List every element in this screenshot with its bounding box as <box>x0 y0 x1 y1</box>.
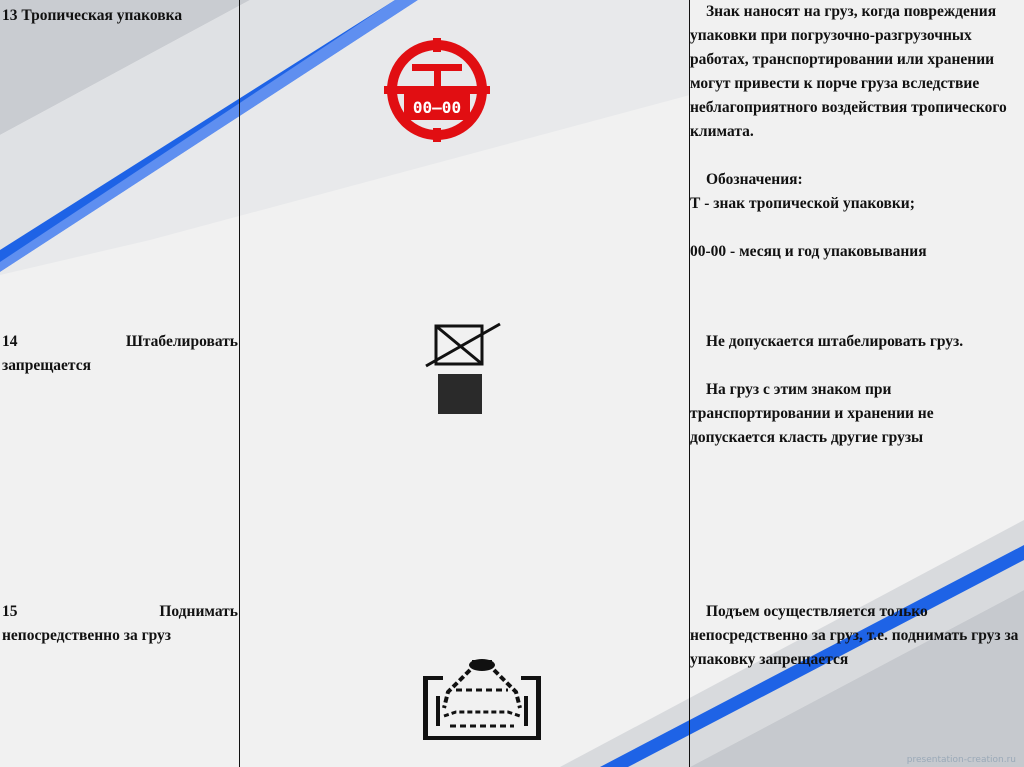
row-15-title-line1: Поднимать <box>159 603 238 620</box>
row-13-title: Тропическая упаковка <box>21 7 183 24</box>
tropical-packaging-sign-icon <box>384 36 490 144</box>
row-13-name <box>2 4 238 28</box>
row-13-description <box>690 0 1020 264</box>
no-stacking-sign-icon <box>424 322 504 416</box>
row-15-number: 15 <box>2 603 18 620</box>
tropical-sign-date-text: 00–00 <box>412 98 462 117</box>
row-13-desc-legend-t: Т - знак тропической упаковки; <box>690 195 915 212</box>
row-14-name <box>2 330 238 378</box>
row-15-description <box>690 600 1020 672</box>
watermark: presentation-creation.ru <box>906 755 1016 765</box>
row-14-title-line2: запрещается <box>2 357 91 374</box>
row-15-title-line2: непосредственно за груз <box>2 627 172 644</box>
row-14-desc-detail: На груз с этим знаком при транспортировании и хранении не допускается класть другие грузы <box>690 381 934 446</box>
column-divider-left <box>239 0 240 767</box>
lift-by-load-directly-sign-icon <box>420 656 544 744</box>
row-14-desc-main: Не допускается штабелировать груз. <box>706 333 964 350</box>
row-15-name <box>2 600 238 648</box>
row-13-desc-main: Знак наносят на груз, когда повреждения упаковки при погрузочно-разгрузочных работах, транспортировании или хранении могут привести к порче груза вследствие неблагоприятного воздействия тропического климата. <box>690 3 1007 140</box>
row-14-description <box>690 330 1020 450</box>
row-14-title-line1: Штабелировать <box>125 333 238 350</box>
row-14-number: 14 <box>2 333 18 350</box>
row-13-desc-legend-title: Обозначения: <box>706 171 803 188</box>
row-15-desc-main: Подъем осуществляется только непосредственно за груз, т.е. поднимать груз за упаковку запрещается <box>690 603 1019 668</box>
row-13-desc-legend-date: 00-00 - месяц и год упаковывания <box>690 243 927 260</box>
row-13-number: 13 <box>2 7 18 24</box>
